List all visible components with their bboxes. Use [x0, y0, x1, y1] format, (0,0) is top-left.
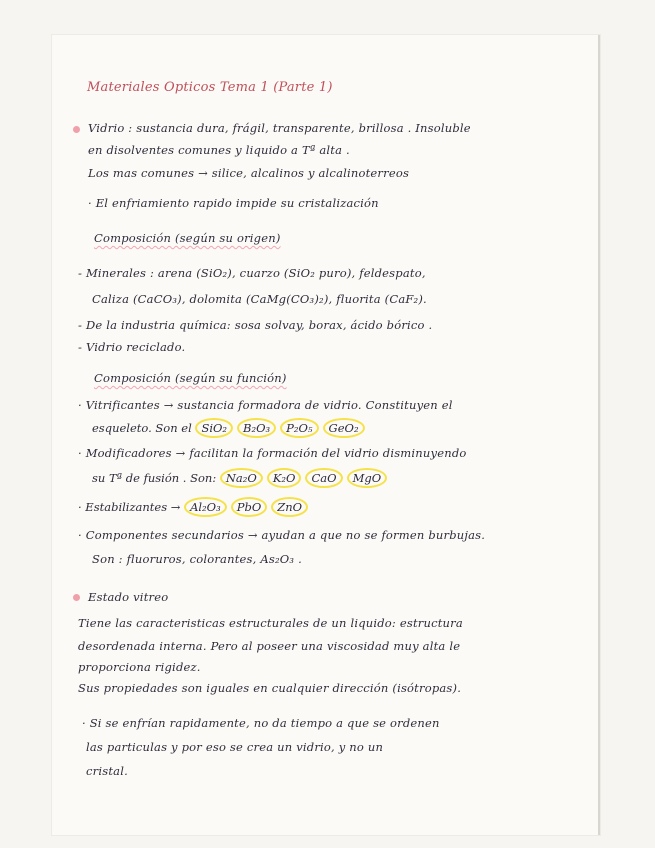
highlight-chip: GeO₂: [323, 418, 365, 438]
highlight-chip: Na₂O: [220, 468, 263, 488]
bullet-dot-icon: [73, 126, 80, 133]
highlight-chip: ZnO: [271, 497, 308, 517]
vitreo-line-1: Tiene las caracteristicas estructurales de un liquido: estructura: [78, 616, 463, 630]
vitrificantes-line-1: · Vitrificantes → sustancia formadora de vidrio. Constituyen el: [78, 398, 453, 412]
secundarios-line-1: · Componentes secundarios → ayudan a que no se formen burbujas.: [78, 528, 486, 542]
vidrio-line-4: · El enfriamiento rapido impide su cristalización: [88, 196, 379, 210]
vitreo-line-7: cristal.: [86, 764, 128, 778]
origen-line-3: - De la industria química: sosa solvay, borax, ácido bórico .: [78, 318, 433, 332]
modificadores-line-2: [92, 468, 391, 488]
modificadores-lead: su Tª de fusión . Son:: [92, 471, 217, 485]
highlight-chip: P₂O₅: [280, 418, 318, 438]
section-heading-funcion: Composición (según su función): [94, 371, 287, 385]
estabilizantes-line: [78, 497, 312, 517]
vitrificantes-lead: esqueleto. Son el: [92, 421, 192, 435]
highlight-chip: B₂O₃: [237, 418, 276, 438]
vitreo-line-6: las particulas y por eso se crea un vidrio, y no un: [86, 740, 384, 754]
vidrio-line-3: Los mas comunes → silice, alcalinos y alcalinoterreos: [88, 166, 410, 180]
origen-line-1: - Minerales : arena (SiO₂), cuarzo (SiO₂ puro), feldespato,: [78, 266, 426, 280]
highlight-chip: PbO: [231, 497, 268, 517]
vidrio-line-2: en disolventes comunes y liquido a Tª alta .: [88, 143, 350, 157]
estabilizantes-lead: · Estabilizantes →: [78, 500, 181, 514]
bullet-dot-icon: [73, 594, 80, 601]
highlight-chip: MgO: [347, 468, 388, 488]
highlight-chip: K₂O: [267, 468, 302, 488]
secundarios-line-2: Son : fluoruros, colorantes, As₂O₃ .: [92, 552, 302, 566]
section-heading-vitreo: Estado vitreo: [88, 590, 169, 604]
highlight-chip: SiO₂: [195, 418, 233, 438]
vidrio-line-1: Vidrio : sustancia dura, frágil, transparente, brillosa . Insoluble: [88, 121, 471, 135]
section-heading-origen: Composición (según su origen): [94, 231, 281, 245]
vitreo-line-5: · Si se enfrían rapidamente, no da tiempo a que se ordenen: [82, 716, 440, 730]
vitreo-line-3: proporciona rigidez.: [78, 660, 201, 674]
modificadores-line-1: · Modificadores → facilitan la formación del vidrio disminuyendo: [78, 446, 467, 460]
page-edge: [598, 35, 600, 835]
vitreo-line-4: Sus propiedades son iguales en cualquier dirección (isótropas).: [78, 681, 462, 695]
origen-line-2: Caliza (CaCO₃), dolomita (CaMg(CO₃)₂), fluorita (CaF₂).: [92, 292, 427, 306]
vitreo-line-2: desordenada interna. Pero al poseer una viscosidad muy alta le: [78, 639, 461, 653]
highlight-chip: Al₂O₃: [184, 497, 227, 517]
page-title: Materiales Opticos Tema 1 (Parte 1): [87, 80, 333, 95]
highlight-chip: CaO: [305, 468, 342, 488]
origen-line-4: - Vidrio reciclado.: [78, 340, 186, 354]
vitrificantes-line-2: [92, 418, 369, 438]
